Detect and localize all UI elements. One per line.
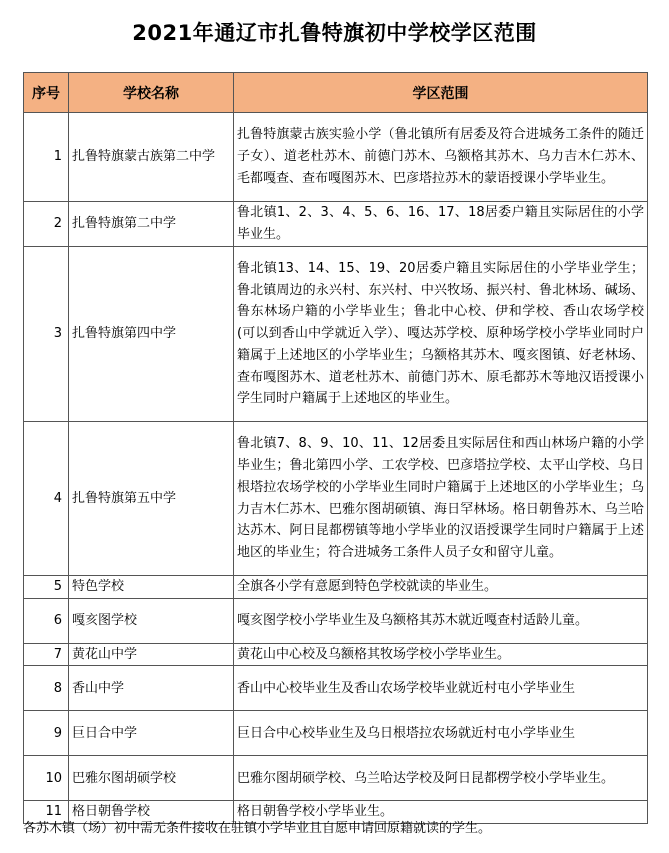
row-num: 6 xyxy=(24,598,69,643)
row-school: 特色学校 xyxy=(69,576,234,599)
table-row xyxy=(24,711,648,756)
table-row xyxy=(24,756,648,801)
row-scope: 鲁北镇7、8、9、10、11、12居委且实际居住和西山林场户籍的小学毕业生；鲁北第四小学、工农学校、巴彦塔拉学校、太平山学校、乌日根塔拉农场学校的小学毕业生同时户籍属于上述地区的小学毕业生；乌力吉木仁苏木、巴雅尔图胡硕镇、海日罕林场。格日朝鲁苏木、乌兰哈达苏木、阿日昆都楞镇等地小学毕业的汉语授课学生同时户籍属于上述地区的毕业生；符合进城务工条件人员子女和留守儿童。 xyxy=(234,422,648,576)
row-scope: 巨日合中心校毕业生及乌日根塔拉农场就近村屯小学毕业生 xyxy=(234,711,648,756)
table-row xyxy=(24,202,648,247)
row-num: 3 xyxy=(24,247,69,422)
table-header-row xyxy=(24,73,648,113)
table-row xyxy=(24,666,648,711)
header-school: 学校名称 xyxy=(69,73,234,113)
row-num: 8 xyxy=(24,666,69,711)
row-num: 7 xyxy=(24,643,69,666)
table-row xyxy=(24,422,648,576)
row-num: 1 xyxy=(24,113,69,202)
row-scope: 鲁北镇13、14、15、19、20居委户籍且实际居住的小学毕业学生；鲁北镇周边的永兴村、东兴村、中兴牧场、振兴村、鲁北林场、碱场、鲁东林场户籍的小学毕业生；鲁北中心校、伊和学校、香山农场学校(可以到香山中学就近入学）、嘎达苏学校、原种场学校小学毕业同时户籍属于上述地区的小学毕业生；乌额格其苏木、嘎亥图镇、好老林场、查布嘎图苏木、道老杜苏木、前德门苏木、原毛都苏木等地汉语授课小学生同时户籍属于上述地区的毕业生。 xyxy=(234,247,648,422)
footnote: 各苏木镇（场）初中需无条件接收在驻镇小学毕业且自愿申请回原籍就读的学生。 xyxy=(23,821,492,836)
row-num: 10 xyxy=(24,756,69,801)
row-num: 5 xyxy=(24,576,69,599)
row-school: 嘎亥图学校 xyxy=(69,598,234,643)
row-scope: 香山中心校毕业生及香山农场学校毕业就近村屯小学毕业生 xyxy=(234,666,648,711)
table-row xyxy=(24,576,648,599)
row-school: 巴雅尔图胡硕学校 xyxy=(69,756,234,801)
page-title: 2021年通辽市扎鲁特旗初中学校学区范围 xyxy=(132,21,537,45)
header-scope: 学区范围 xyxy=(234,73,648,113)
row-scope: 扎鲁特旗蒙古族实验小学（鲁北镇所有居委及符合进城务工条件的随迁子女）、道老杜苏木、前德门苏木、乌额格其苏木、乌力吉木仁苏木、毛都嘎查、查布嘎图苏木、巴彦塔拉苏木的蒙语授课小学毕业生。 xyxy=(234,113,648,202)
row-num: 2 xyxy=(24,202,69,247)
row-school: 扎鲁特旗第五中学 xyxy=(69,422,234,576)
table-row xyxy=(24,113,648,202)
row-scope: 嘎亥图学校小学毕业生及乌额格其苏木就近嘎查村适龄儿童。 xyxy=(234,598,648,643)
row-school: 黄花山中学 xyxy=(69,643,234,666)
school-district-table xyxy=(23,72,648,824)
row-school: 扎鲁特旗蒙古族第二中学 xyxy=(69,113,234,202)
row-scope: 黄花山中心校及乌额格其牧场学校小学毕业生。 xyxy=(234,643,648,666)
row-num: 4 xyxy=(24,422,69,576)
row-school: 扎鲁特旗第四中学 xyxy=(69,247,234,422)
row-scope: 鲁北镇1、2、3、4、5、6、16、17、18居委户籍且实际居住的小学毕业生。 xyxy=(234,202,648,247)
table-row xyxy=(24,247,648,422)
row-school: 香山中学 xyxy=(69,666,234,711)
row-scope: 全旗各小学有意愿到特色学校就读的毕业生。 xyxy=(234,576,648,599)
row-scope: 巴雅尔图胡硕学校、乌兰哈达学校及阿日昆都楞学校小学毕业生。 xyxy=(234,756,648,801)
row-school: 巨日合中学 xyxy=(69,711,234,756)
row-num: 11 xyxy=(24,801,69,824)
row-school: 格日朝鲁学校 xyxy=(69,801,234,824)
row-school: 扎鲁特旗第二中学 xyxy=(69,202,234,247)
row-scope: 格日朝鲁学校小学毕业生。 xyxy=(234,801,648,824)
table-row xyxy=(24,643,648,666)
row-num: 9 xyxy=(24,711,69,756)
table-row xyxy=(24,598,648,643)
header-num: 序号 xyxy=(24,73,69,113)
